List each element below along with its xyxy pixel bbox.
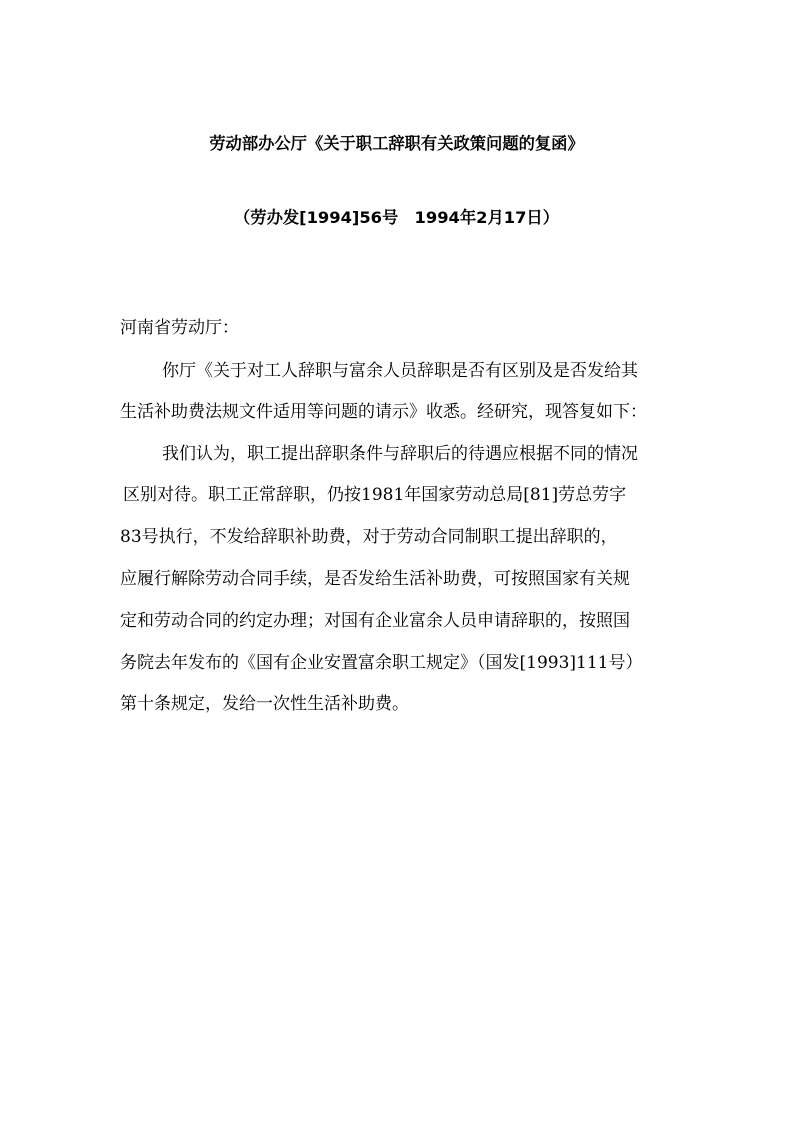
- paragraph-2-line-3: 83号执行，不发给辞职补助费，对于劳动合同制职工提出辞职的，: [120, 527, 618, 547]
- paragraph-1-line-1: 你厅《关于对工人辞职与富余人员辞职是否有区别及是否发给其: [162, 361, 638, 381]
- paragraph-2-line-4: 应履行解除劳动合同手续，是否发给生活补助费，可按照国家有关规: [120, 569, 630, 589]
- document-subtitle: （劳办发[1994]56号 1994年2月17日）: [234, 208, 559, 227]
- paragraph-2-line-2: 区别对待。职工正常辞职，仍按1981年国家劳动总局[81]劳总劳字: [123, 485, 627, 505]
- salutation: 河南省劳动厅：: [120, 318, 239, 338]
- document-title: 劳动部办公厅《关于职工辞职有关政策问题的复函》: [209, 134, 584, 153]
- paragraph-1-line-2: 生活补助费法规文件适用等问题的请示》收悉。经研究，现答复如下：: [120, 402, 647, 422]
- paragraph-2-line-5: 定和劳动合同的约定办理；对国有企业富余人员申请辞职的，按照国: [120, 611, 630, 631]
- paragraph-2-line-1: 我们认为，职工提出辞职条件与辞职后的待遇应根据不同的情况: [162, 444, 638, 464]
- paragraph-2-line-7: 第十条规定，发给一次性生活补助费。: [120, 694, 409, 714]
- paragraph-2-line-6: 务院去年发布的《国有企业安置富余职工规定》（国发[1993]111号）: [120, 653, 643, 673]
